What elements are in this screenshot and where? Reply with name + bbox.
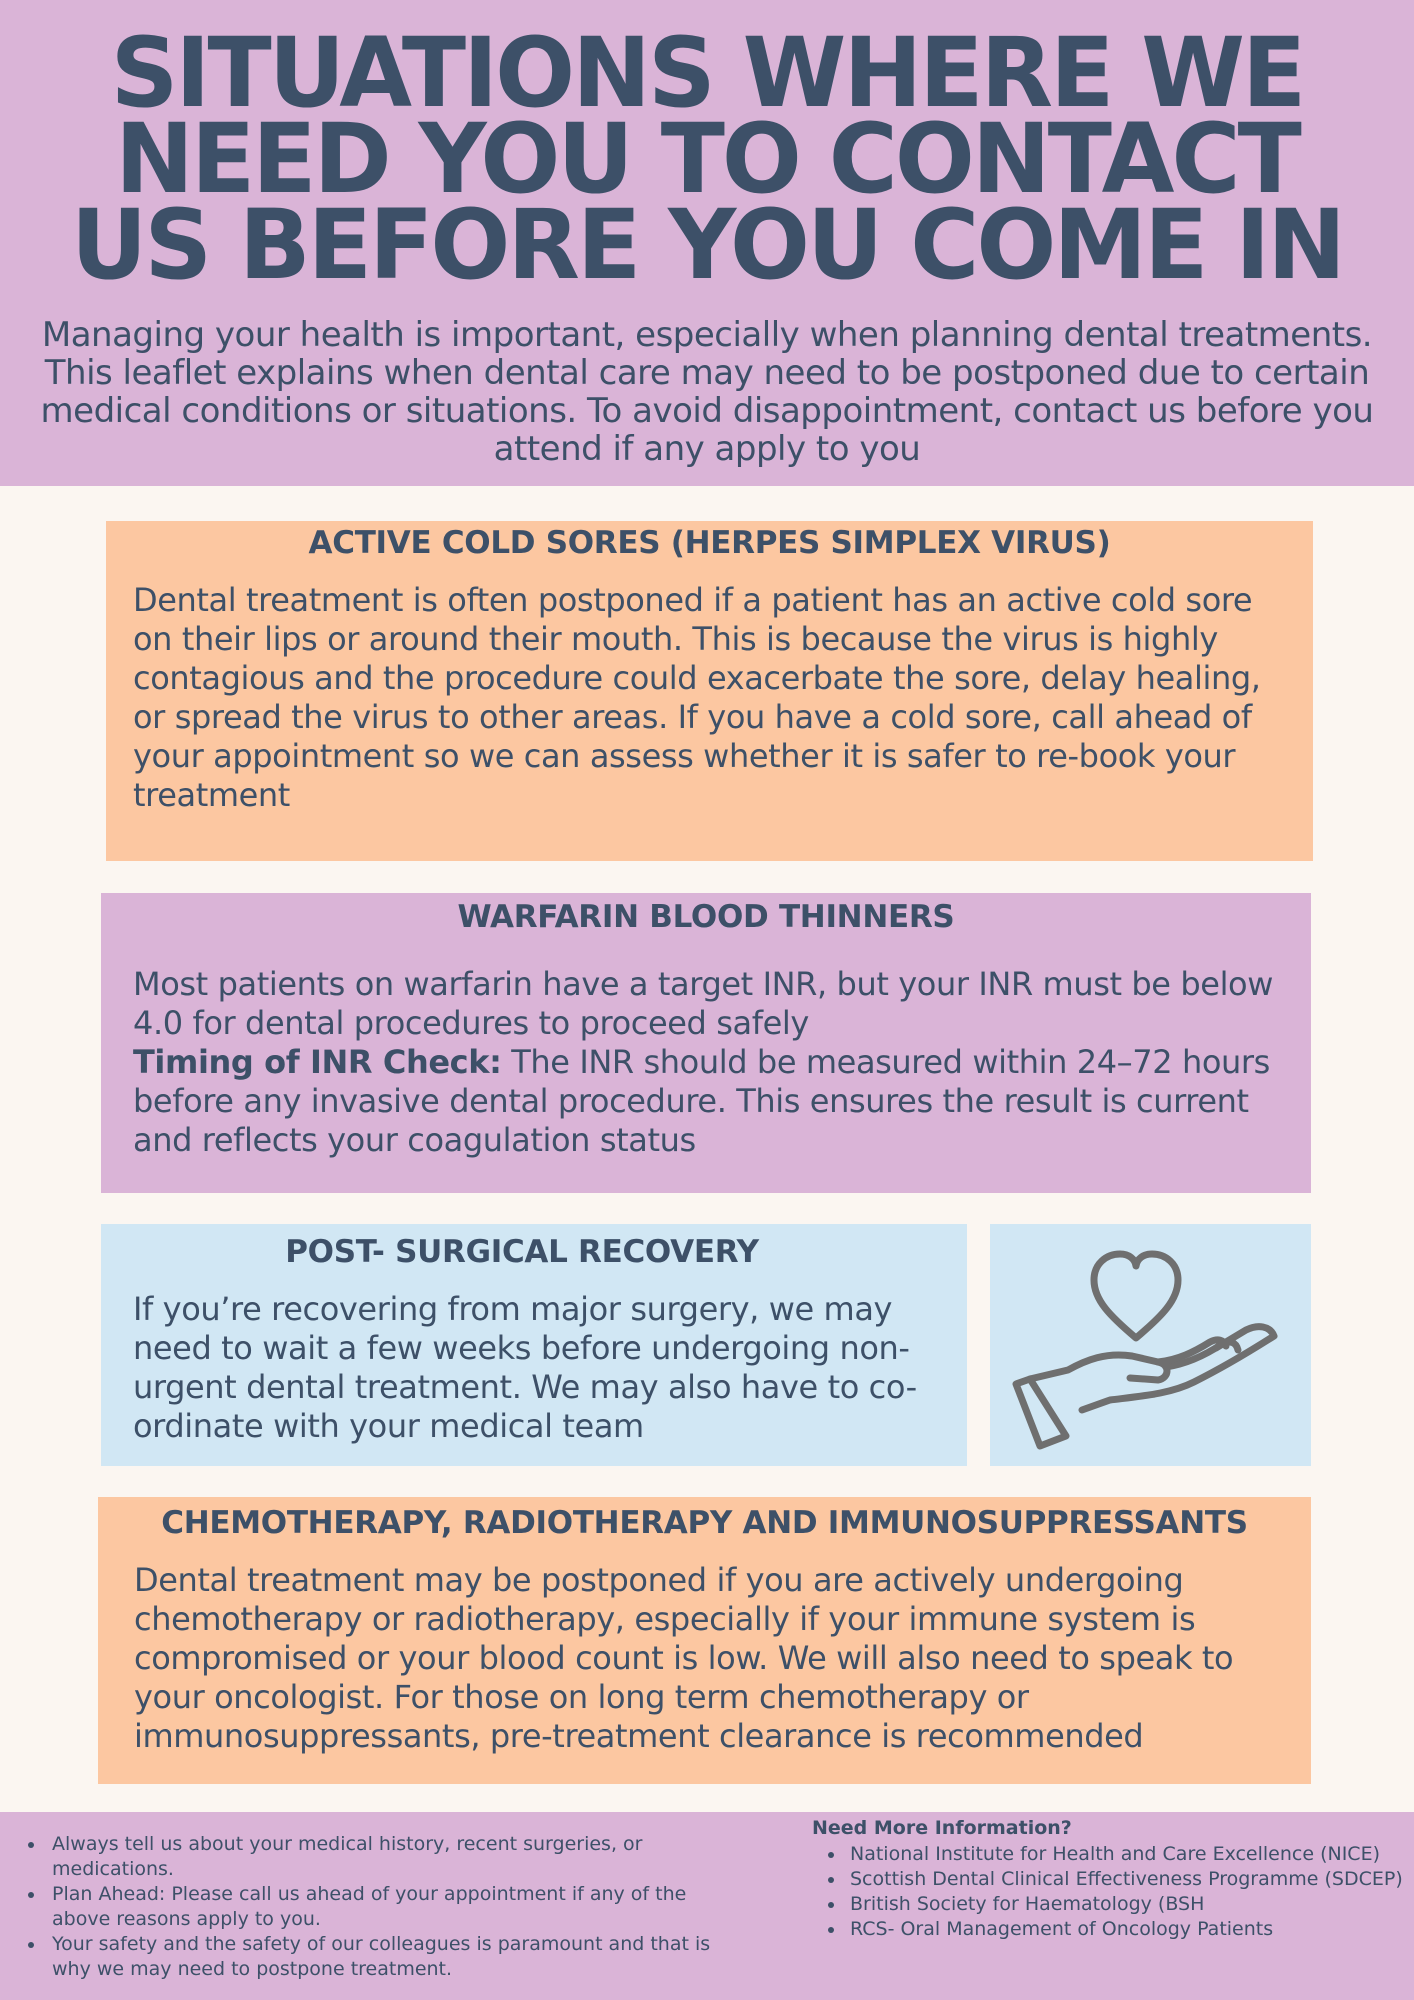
warfarin-timing [133, 1043, 1303, 1160]
page-title-line: SITUATIONS WHERE WE [110, 17, 1304, 129]
post-surgical-title: POST- SURGICAL RECOVERY [285, 1234, 759, 1270]
cold-sores-text: Dental treatment is often postponed if a patient has an active cold sore on their lips or around their mouth. This is because the virus is highly contagious and the procedure could exacerbate the sore, delay healing, or spread the virus to other areas. If you have a cold sore, call ahead of your appointment so we can assess whether it is safer to re-book your treatment [133, 581, 1261, 814]
warfarin-text: Most patients on warfarin have a target INR, but your INR must be below 4.0 for dental procedures to proceed safely [133, 965, 1274, 1042]
list-item: Always tell us about your medical history, recent surgeries, or medications. [22, 1832, 742, 1882]
resources-heading: Need More Information? [812, 1817, 1072, 1839]
list-item: RCS- Oral Management of Oncology Patients [812, 1917, 1412, 1942]
heart-in-hand-icon [990, 1224, 1311, 1466]
header-banner [0, 0, 1414, 486]
warfarin-title: WARFARIN BLOOD THINNERS [457, 899, 955, 935]
cold-sores-card [106, 521, 1313, 861]
resources-list [812, 1842, 1412, 1942]
warfarin-card [101, 893, 1311, 1193]
warfarin-timing-text: The INR should be measured within 24–72 hours before any invasive dental procedure. This ensures the result is current and reflects your coagulation status [133, 1043, 1270, 1159]
cold-sores-title: ACTIVE COLD SORES (HERPES SIMPLEX VIRUS) [308, 525, 1111, 561]
page-title-line: US BEFORE YOU COME IN [70, 189, 1344, 301]
intro-text: Managing your health is important, especially when planning dental treatments. This leaflet explains when dental care may need to be postponed due to certain medical conditions or situations. To avoid disappointment, contact us before you attend if any apply to you [40, 315, 1374, 469]
advice-list [22, 1832, 742, 1982]
chemo-title: CHEMOTHERAPY, RADIOTHERAPY AND IMMUNOSUPPRESSANTS [161, 1505, 1248, 1541]
warfarin-timing-label: Timing of INR Check: [133, 1043, 502, 1081]
list-item: Your safety and the safety of our colleagues is paramount and that is why we may need to postpone treatment. [22, 1932, 742, 1982]
list-item: Scottish Dental Clinical Effectiveness Programme (SDCEP) [812, 1867, 1412, 1892]
list-item: British Society for Haematology (BSH [812, 1892, 1412, 1917]
footer [0, 1812, 1414, 2000]
chemo-text: Dental treatment may be postponed if you are actively undergoing chemotherapy or radiotherapy, especially if your immune system is compromised or your blood count is low. We will also need to speak to your oncologist. For those on long term chemotherapy or immunosuppressants, pre-treatment clearance is recommended [134, 1561, 1234, 1755]
list-item: Plan Ahead: Please call us ahead of your appointment if any of the above reasons apply to you. [22, 1882, 742, 1932]
page-title-line: NEED YOU TO CONTACT [115, 103, 1299, 215]
post-surgical-card [101, 1224, 967, 1466]
post-surgical-text: If you’re recovering from major surgery, we may need to wait a few weeks before undergoing non-urgent dental treatment. We may also have to co-ordinate with your medical team [133, 1290, 917, 1445]
resources-section [812, 1816, 1412, 1942]
page-title [53, 17, 1360, 301]
chemo-card [98, 1497, 1311, 1784]
post-surgical-illustration [990, 1224, 1311, 1466]
list-item: National Institute for Health and Care Excellence (NICE) [812, 1842, 1412, 1867]
